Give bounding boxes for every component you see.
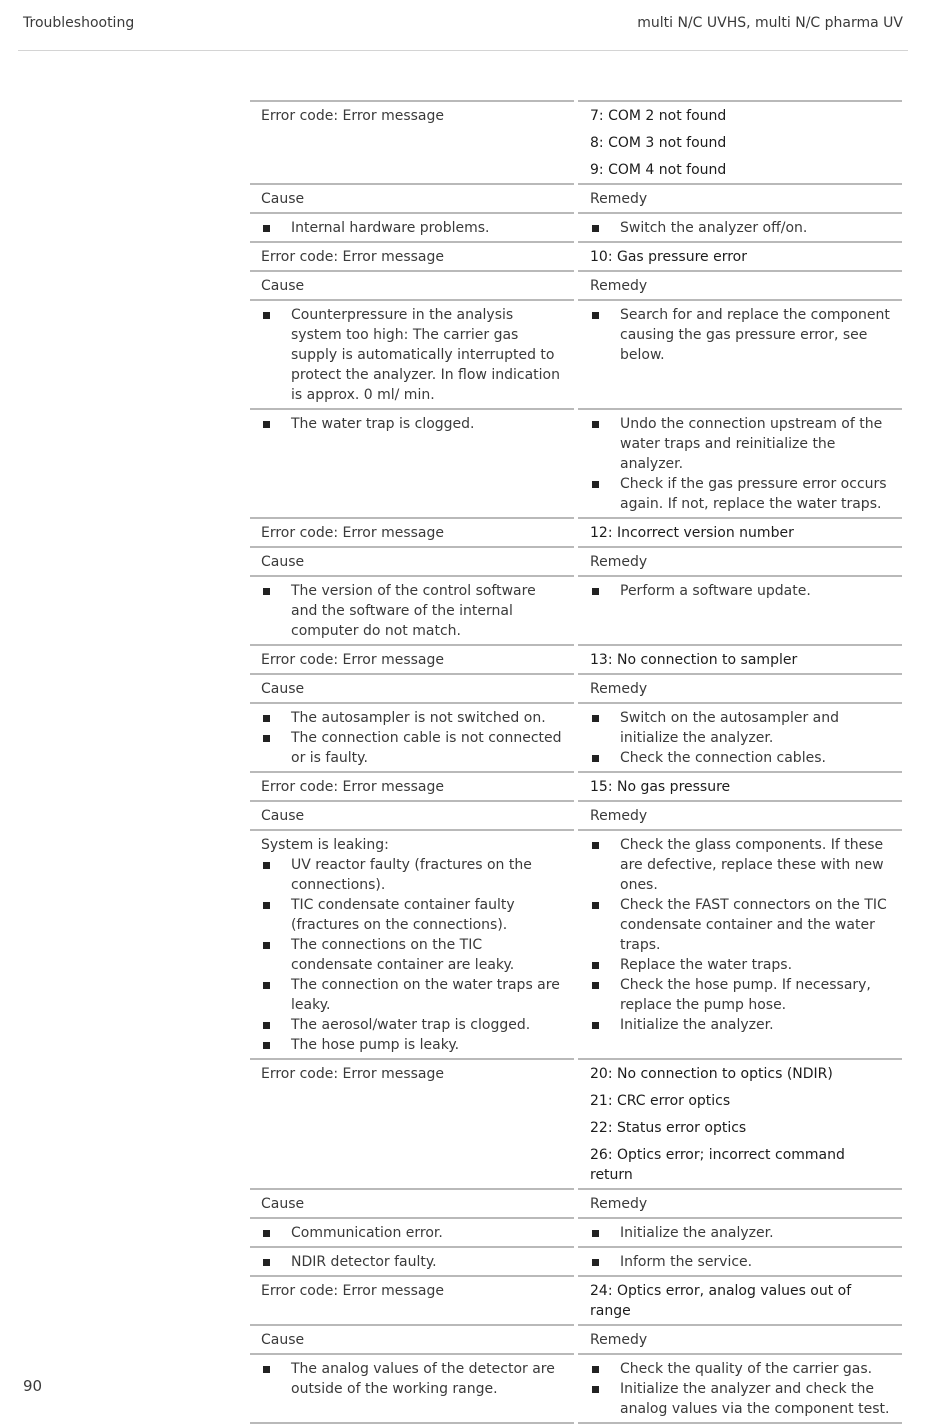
bullet-square-icon bbox=[263, 588, 270, 595]
error-label: Error code: Error message bbox=[261, 108, 444, 124]
cause-cell bbox=[250, 212, 574, 241]
error-row bbox=[250, 771, 902, 800]
cause-text: The water trap is clogged. bbox=[291, 416, 475, 432]
error-row bbox=[250, 1058, 902, 1188]
cause-item bbox=[261, 1359, 564, 1399]
error-row bbox=[250, 100, 902, 183]
error-label-cell bbox=[250, 1058, 574, 1188]
remedy-item bbox=[590, 474, 892, 514]
bullet-square-icon bbox=[263, 735, 270, 742]
bullet-square-icon bbox=[263, 1259, 270, 1266]
remedy-text: Switch the analyzer off/on. bbox=[620, 220, 808, 236]
cause-text: NDIR detector faulty. bbox=[291, 1254, 437, 1270]
bullet-square-icon bbox=[263, 312, 270, 319]
error-message: 20: No connection to optics (NDIR) bbox=[590, 1066, 833, 1082]
cause-item bbox=[261, 895, 564, 935]
cause-cell bbox=[250, 702, 574, 771]
error-label: Error code: Error message bbox=[261, 1066, 444, 1082]
error-message: 15: No gas pressure bbox=[590, 779, 731, 795]
cause-text: The autosampler is not switched on. bbox=[291, 710, 546, 726]
cause-header: Cause bbox=[261, 554, 305, 570]
cause-remedy-row bbox=[250, 299, 902, 408]
bullet-square-icon bbox=[263, 421, 270, 428]
cause-header: Cause bbox=[261, 681, 305, 697]
cause-text: Communication error. bbox=[291, 1225, 443, 1241]
remedy-cell bbox=[578, 1353, 902, 1424]
remedy-text: Initialize the analyzer. bbox=[620, 1225, 774, 1241]
remedy-text: Switch on the autosampler and initialize the analyzer. bbox=[620, 710, 840, 746]
cause-header-cell bbox=[250, 673, 574, 702]
bullet-square-icon bbox=[592, 982, 599, 989]
cause-remedy-header-row bbox=[250, 1324, 902, 1353]
remedy-text: Replace the water traps. bbox=[620, 957, 793, 973]
cause-item bbox=[261, 218, 564, 238]
remedy-header: Remedy bbox=[590, 681, 648, 697]
cause-intro: System is leaking: bbox=[261, 837, 389, 853]
cause-item bbox=[261, 1252, 564, 1272]
remedy-text: Check the connection cables. bbox=[620, 750, 826, 766]
remedy-header-cell bbox=[578, 1188, 902, 1217]
cause-remedy-header-row bbox=[250, 183, 902, 212]
error-label-cell bbox=[250, 1275, 574, 1324]
cause-cell bbox=[250, 829, 574, 1058]
cause-item bbox=[261, 975, 564, 1015]
remedy-header-cell bbox=[578, 546, 902, 575]
bullet-square-icon bbox=[592, 1230, 599, 1237]
cause-header-cell bbox=[250, 1188, 574, 1217]
cause-text: UV reactor faulty (fractures on the connections). bbox=[291, 857, 532, 893]
remedy-item bbox=[590, 1223, 892, 1243]
remedy-header: Remedy bbox=[590, 191, 648, 207]
cause-text: Internal hardware problems. bbox=[291, 220, 490, 236]
error-label: Error code: Error message bbox=[261, 525, 444, 541]
error-message-cell bbox=[578, 100, 902, 183]
remedy-header: Remedy bbox=[590, 1196, 648, 1212]
remedy-text: Perform a software update. bbox=[620, 583, 811, 599]
error-message: 7: COM 2 not found bbox=[590, 108, 727, 124]
error-message: 21: CRC error optics bbox=[590, 1093, 731, 1109]
error-message-cell bbox=[578, 1275, 902, 1324]
cause-remedy-row bbox=[250, 408, 902, 517]
cause-remedy-row bbox=[250, 829, 902, 1058]
error-row bbox=[250, 1275, 902, 1324]
section-title: Troubleshooting bbox=[23, 15, 135, 31]
cause-remedy-row bbox=[250, 575, 902, 644]
bullet-square-icon bbox=[592, 1259, 599, 1266]
remedy-item bbox=[590, 305, 892, 365]
bullet-square-icon bbox=[592, 962, 599, 969]
cause-text: The connection cable is not connected or is faulty. bbox=[291, 730, 562, 766]
error-table bbox=[250, 100, 902, 1424]
error-message: 9: COM 4 not found bbox=[590, 162, 727, 178]
remedy-item bbox=[590, 1252, 892, 1272]
remedy-header: Remedy bbox=[590, 554, 648, 570]
error-label: Error code: Error message bbox=[261, 779, 444, 795]
cause-text: The version of the control software and the software of the internal computer do not match. bbox=[291, 583, 536, 639]
cause-remedy-header-row bbox=[250, 673, 902, 702]
bullet-square-icon bbox=[263, 1022, 270, 1029]
bullet-square-icon bbox=[592, 312, 599, 319]
remedy-text: Check the quality of the carrier gas. bbox=[620, 1361, 873, 1377]
cause-header: Cause bbox=[261, 1332, 305, 1348]
bullet-square-icon bbox=[263, 942, 270, 949]
error-label: Error code: Error message bbox=[261, 652, 444, 668]
error-label-cell bbox=[250, 241, 574, 270]
error-message-cell bbox=[578, 517, 902, 546]
error-row bbox=[250, 517, 902, 546]
cause-item bbox=[261, 414, 564, 434]
page-header bbox=[18, 0, 908, 51]
remedy-text: Check the hose pump. If necessary, replace the pump hose. bbox=[620, 977, 871, 1013]
remedy-item bbox=[590, 955, 892, 975]
cause-text: The aerosol/water trap is clogged. bbox=[291, 1017, 531, 1033]
bullet-square-icon bbox=[592, 902, 599, 909]
bullet-square-icon bbox=[263, 225, 270, 232]
remedy-item bbox=[590, 1015, 892, 1035]
error-message: 10: Gas pressure error bbox=[590, 249, 747, 265]
error-row bbox=[250, 241, 902, 270]
bullet-square-icon bbox=[263, 1230, 270, 1237]
cause-remedy-header-row bbox=[250, 1188, 902, 1217]
cause-item bbox=[261, 708, 564, 728]
cause-item bbox=[261, 935, 564, 975]
remedy-text: Check if the gas pressure error occurs again. If not, replace the water traps. bbox=[620, 476, 887, 512]
bullet-square-icon bbox=[592, 715, 599, 722]
bullet-square-icon bbox=[263, 1042, 270, 1049]
bullet-square-icon bbox=[263, 902, 270, 909]
remedy-text: Inform the service. bbox=[620, 1254, 753, 1270]
remedy-header: Remedy bbox=[590, 808, 648, 824]
cause-remedy-row bbox=[250, 1217, 902, 1246]
remedy-cell bbox=[578, 829, 902, 1058]
remedy-item bbox=[590, 1379, 892, 1419]
remedy-cell bbox=[578, 212, 902, 241]
bullet-square-icon bbox=[592, 421, 599, 428]
remedy-text: Check the FAST connectors on the TIC condensate container and the water traps. bbox=[620, 897, 887, 953]
cause-cell bbox=[250, 1353, 574, 1424]
error-message-cell bbox=[578, 644, 902, 673]
remedy-item bbox=[590, 708, 892, 748]
remedy-text: Initialize the analyzer and check the analog values via the component test. bbox=[620, 1381, 890, 1417]
cause-item bbox=[261, 1035, 564, 1055]
cause-remedy-header-row bbox=[250, 546, 902, 575]
cause-item bbox=[261, 1015, 564, 1035]
cause-header: Cause bbox=[261, 278, 305, 294]
bullet-square-icon bbox=[592, 225, 599, 232]
remedy-item bbox=[590, 835, 892, 895]
remedy-header-cell bbox=[578, 673, 902, 702]
cause-header-cell bbox=[250, 546, 574, 575]
cause-item bbox=[261, 855, 564, 895]
remedy-header-cell bbox=[578, 800, 902, 829]
bullet-square-icon bbox=[263, 982, 270, 989]
cause-cell bbox=[250, 1217, 574, 1246]
error-row bbox=[250, 644, 902, 673]
cause-text: TIC condensate container faulty (fractures on the connections). bbox=[291, 897, 515, 933]
bullet-square-icon bbox=[592, 1022, 599, 1029]
cause-header: Cause bbox=[261, 191, 305, 207]
remedy-item bbox=[590, 895, 892, 955]
remedy-header-cell bbox=[578, 1324, 902, 1353]
cause-cell bbox=[250, 299, 574, 408]
cause-cell bbox=[250, 575, 574, 644]
bullet-square-icon bbox=[592, 755, 599, 762]
remedy-cell bbox=[578, 408, 902, 517]
page-number: 90 bbox=[23, 1377, 43, 1395]
remedy-item bbox=[590, 581, 892, 601]
remedy-item bbox=[590, 748, 892, 768]
error-message: 26: Optics error; incorrect command return bbox=[590, 1147, 845, 1183]
remedy-text: Search for and replace the component causing the gas pressure error, see below. bbox=[620, 307, 890, 363]
bullet-square-icon bbox=[263, 1366, 270, 1373]
cause-item bbox=[261, 581, 564, 641]
remedy-item bbox=[590, 414, 892, 474]
remedy-text: Undo the connection upstream of the water traps and reinitialize the analyzer. bbox=[620, 416, 883, 472]
error-label: Error code: Error message bbox=[261, 249, 444, 265]
cause-remedy-header-row bbox=[250, 800, 902, 829]
cause-text: Counterpressure in the analysis system too high: The carrier gas supply is automatically interrupted to protect the analyzer. In flow indication is approx. 0 ml/ min. bbox=[291, 307, 560, 403]
bullet-square-icon bbox=[592, 481, 599, 488]
bullet-square-icon bbox=[263, 715, 270, 722]
remedy-item bbox=[590, 1359, 892, 1379]
cause-text: The connections on the TIC condensate container are leaky. bbox=[291, 937, 515, 973]
cause-header-cell bbox=[250, 1324, 574, 1353]
bullet-square-icon bbox=[263, 862, 270, 869]
remedy-item bbox=[590, 218, 892, 238]
remedy-text: Initialize the analyzer. bbox=[620, 1017, 774, 1033]
cause-header: Cause bbox=[261, 808, 305, 824]
bullet-square-icon bbox=[592, 842, 599, 849]
remedy-header-cell bbox=[578, 183, 902, 212]
error-label-cell bbox=[250, 517, 574, 546]
cause-item bbox=[261, 1223, 564, 1243]
cause-text: The connection on the water traps are leaky. bbox=[291, 977, 560, 1013]
remedy-header-cell bbox=[578, 270, 902, 299]
error-label-cell bbox=[250, 644, 574, 673]
error-message-cell bbox=[578, 771, 902, 800]
cause-item bbox=[261, 728, 564, 768]
error-label: Error code: Error message bbox=[261, 1283, 444, 1299]
error-message: 22: Status error optics bbox=[590, 1120, 747, 1136]
cause-header-cell bbox=[250, 800, 574, 829]
remedy-header: Remedy bbox=[590, 278, 648, 294]
cause-item bbox=[261, 305, 564, 405]
document-title: multi N/C UVHS, multi N/C pharma UV bbox=[637, 15, 903, 31]
cause-cell bbox=[250, 1246, 574, 1275]
cause-cell bbox=[250, 408, 574, 517]
cause-header-cell bbox=[250, 270, 574, 299]
remedy-cell bbox=[578, 1246, 902, 1275]
remedy-cell bbox=[578, 575, 902, 644]
remedy-cell bbox=[578, 1217, 902, 1246]
remedy-text: Check the glass components. If these are defective, replace these with new ones. bbox=[620, 837, 884, 893]
cause-text: The hose pump is leaky. bbox=[291, 1037, 460, 1053]
cause-remedy-row bbox=[250, 1353, 902, 1424]
cause-header-cell bbox=[250, 183, 574, 212]
bullet-square-icon bbox=[592, 1386, 599, 1393]
error-message-cell bbox=[578, 241, 902, 270]
cause-remedy-header-row bbox=[250, 270, 902, 299]
error-message: 24: Optics error, analog values out of range bbox=[590, 1283, 852, 1319]
cause-remedy-row bbox=[250, 212, 902, 241]
error-label-cell bbox=[250, 771, 574, 800]
error-message-cell bbox=[578, 1058, 902, 1188]
remedy-cell bbox=[578, 299, 902, 408]
bullet-square-icon bbox=[592, 1366, 599, 1373]
remedy-cell bbox=[578, 702, 902, 771]
cause-header: Cause bbox=[261, 1196, 305, 1212]
cause-remedy-row bbox=[250, 702, 902, 771]
error-message: 13: No connection to sampler bbox=[590, 652, 798, 668]
error-label-cell bbox=[250, 100, 574, 183]
cause-remedy-row bbox=[250, 1246, 902, 1275]
bullet-square-icon bbox=[592, 588, 599, 595]
error-message: 12: Incorrect version number bbox=[590, 525, 794, 541]
cause-text: The analog values of the detector are outside of the working range. bbox=[291, 1361, 555, 1397]
remedy-header: Remedy bbox=[590, 1332, 648, 1348]
error-message: 8: COM 3 not found bbox=[590, 135, 727, 151]
remedy-item bbox=[590, 975, 892, 1015]
